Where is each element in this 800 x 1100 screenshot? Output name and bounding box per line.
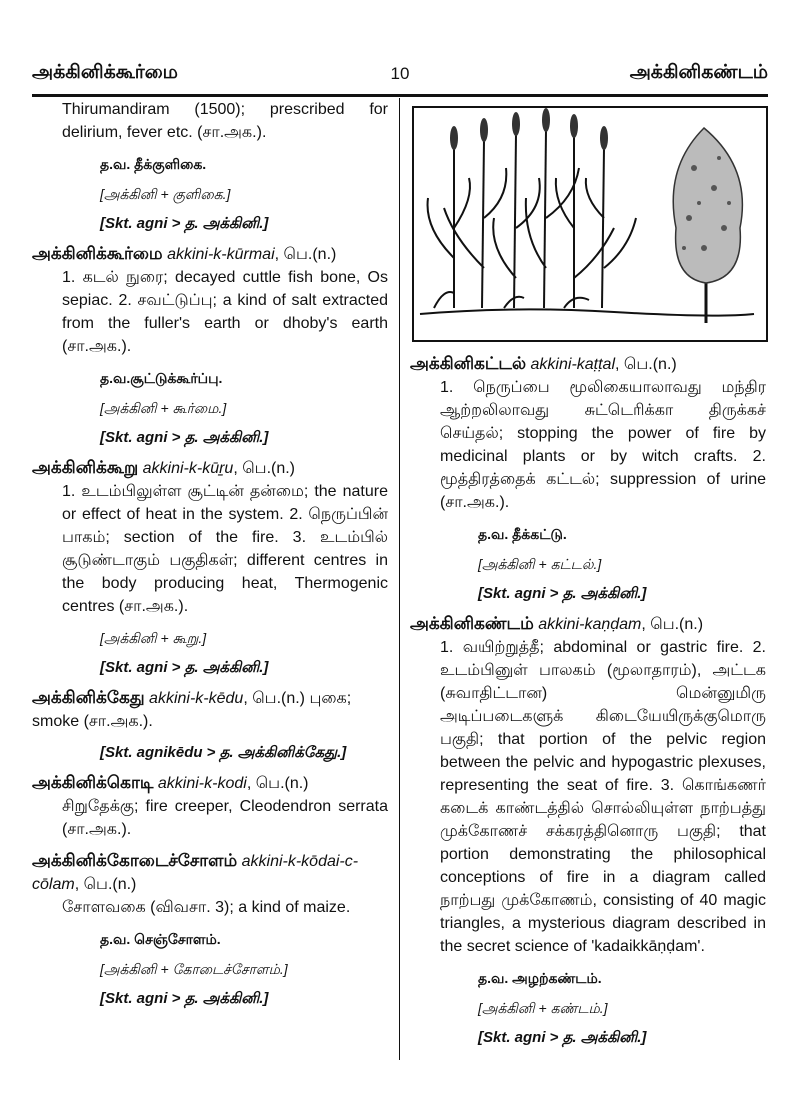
note: [அக்கினி + கோடைச்சோளம்.] [100, 961, 288, 977]
entry-transliteration: akkini-k-kodi [157, 775, 247, 792]
note: [Skt. agni > த. அக்கினி.] [100, 429, 269, 446]
right-column [410, 98, 766, 1048]
entry-headword: அக்கினிக்கோடைச்சோளம் [32, 851, 238, 870]
note: [Skt. agni > த. அக்கினி.] [478, 1029, 647, 1046]
entry-definition: சிறுதேக்கு; fire creeper, Cleodendron serrata (சா.அக.). [62, 798, 388, 838]
right-running-headword: அக்கினிகண்டம் [629, 62, 768, 83]
entry-headword: அக்கினிகட்டல் [410, 354, 527, 373]
note: [Skt. agni > த. அக்கினி.] [478, 585, 647, 602]
dictionary-entry: அக்கினிகண்டம் akkini-kaṇḍam, பெ.(n.) 1. வயிற்றுத்தீ; abdominal or gastric fire. 2. உடம்பினுள் பாலகம் (மூலாதாரம்), அட்டக (சுவாதிட்டான) மென்னுமிரு அடிப்படைகளுக் கிடையேயிருக்குமொரு பகுதி; that portion of the pelvic region between the pelvic and hypogastric plexuses, representing the seat of fire. 3. கொங்கணர் கடைக் காண்டத்தில் சொல்லியுள்ள நாற்பத்து முக்கோணச் சக்கரத்தினொரு பகுதி; that portion demonstrating the philosophical conceptions of fire in a diagram called நாற்பது முக்கோணம், consisting of 40 magic triangles, a mysterious diagram described in the secret science of 'kadaikkāṇḍam'. த.வ. அழற்கண்டம். [அக்கினி + கண்டம்.] [Skt. agni > த. அக்கினி.] [410, 614, 766, 1046]
note: [Skt. agni > த. அக்கினி.] [100, 659, 269, 676]
entry-pos: பெ.(n.) [83, 876, 137, 893]
entry-definition: புகை; smoke (சா.அக.). [32, 690, 352, 730]
note: த.வ.சூட்டுக்கூர்ப்பு. [100, 370, 223, 386]
entry-definition: 1. கடல் நுரை; decayed cuttle fish bone, Os sepiac. 2. சவட்டுப்பு; a kind of salt extracted from the fuller's earth or dhoby's earth (சா.அக.). [62, 269, 388, 355]
entry-transliteration: akkini-k-kūṟu [142, 460, 234, 477]
note: [அக்கினி + குளிகை.] [100, 186, 231, 202]
note: [அக்கினி + கூர்மை.] [100, 400, 227, 416]
entry-pos: பெ.(n.) [252, 690, 306, 707]
note: [Skt. agni > த. அக்கினி.] [100, 215, 269, 232]
entry-transliteration: akkini-k-kūrmai [167, 246, 275, 263]
page-number: 10 [390, 64, 410, 83]
illustration-svg [414, 108, 762, 336]
entry-definition: 1. நெருப்பை மூலிகையாலாவது மந்திர ஆற்றலிலாவது சுட்டெரிக்கா திருக்கச் செய்தல்; stopping the power of fire by medicinal plants or by witch crafts. 2. மூத்திரத்தைக் கட்டல்; suppression of urine (சா.அக.). [440, 379, 766, 511]
entry-pos: பெ.(n.) [255, 775, 309, 792]
note: [Skt. agni > த. அக்கினி.] [100, 990, 269, 1007]
entry-transliteration: akkini-k-kōdai-c-cōlam [32, 853, 359, 893]
note: [Skt. agnikēdu > த. அக்கினிக்கேது.] [100, 744, 347, 761]
entry-pos: பெ.(n.) [242, 460, 296, 477]
dictionary-entry: அக்கினிக்கொடி akkini-k-kodi, பெ.(n.) சிறுதேக்கு; fire creeper, Cleodendron serrata (சா.அக.). [32, 771, 388, 841]
maize-plants-illustration [412, 106, 768, 342]
dictionary-entry: அக்கினிகட்டல் akkini-kaṭṭal, பெ.(n.) 1. நெருப்பை மூலிகையாலாவது மந்திர ஆற்றலிலாவது சுட்டெரிக்கா திருக்கச் செய்தல்; stopping the power of fire by medicinal plants or by witch crafts. 2. மூத்திரத்தைக் கட்டல்; suppression of urine (சா.அக.). த.வ. தீக்கட்டு. [அக்கினி + கட்டல்.] [Skt. agni > த. அக்கினி.] [410, 354, 766, 602]
entry-pos: பெ.(n.) [623, 356, 677, 373]
header-rule-thin [32, 96, 768, 97]
dictionary-entry: அக்கினிக்கூர்மை akkini-k-kūrmai, பெ.(n.) 1. கடல் நுரை; decayed cuttle fish bone, Os sepiac. 2. சவட்டுப்பு; a kind of salt extracted from the fuller's earth or dhoby's earth (சா.அக.). த.வ.சூட்டுக்கூர்ப்பு. [அக்கினி + கூர்மை.] [Skt. agni > த. அக்கினி.] [32, 244, 388, 446]
entry-headword: அக்கினிக்கூர்மை [32, 244, 163, 263]
continuation-text: Thirumandiram (1500); prescribed for delirium, fever etc. (சா.அக.). [62, 101, 388, 141]
note: [அக்கினி + கூறு.] [100, 630, 207, 646]
entry-headword: அக்கினிக்கேது [32, 688, 145, 707]
entry-transliteration: akkini-k-kēdu [149, 690, 244, 707]
entry-transliteration: akkini-kaṇḍam [538, 616, 642, 633]
entry-pos: பெ.(n.) [283, 246, 337, 263]
entry-headword: அக்கினிக்கூறு [32, 458, 139, 477]
column-divider [399, 98, 400, 1060]
entry-pos: பெ.(n.) [650, 616, 704, 633]
note: த.வ. அழற்கண்டம். [478, 970, 602, 986]
entry-headword: அக்கினிக்கொடி [32, 773, 154, 792]
left-running-headword: அக்கினிக்கூர்மை [32, 62, 178, 83]
note: த.வ. செஞ்சோளம். [100, 931, 221, 947]
dictionary-entry: அக்கினிக்கேது akkini-k-kēdu, பெ.(n.) புகை; smoke (சா.அக.). [Skt. agnikēdu > த. அக்கினிக்கேது.] [32, 686, 388, 763]
left-column [32, 98, 388, 1009]
entry-definition: 1. வயிற்றுத்தீ; abdominal or gastric fire. 2. உடம்பினுள் பாலகம் (மூலாதாரம்), அட்டக (சுவாதிட்டான) மென்னுமிரு அடிப்படைகளுக் கிடையேயிருக்குமொரு பகுதி; that portion of the pelvic region between the pelvic and hypogastric plexuses, representing the seat of fire. 3. கொங்கணர் கடைக் காண்டத்தில் சொல்லியுள்ள நாற்பத்து முக்கோணச் சக்கரத்தினொரு பகுதி; that portion demonstrating the philosophical conceptions of fire in a diagram called நாற்பது முக்கோணம், consisting of 40 magic triangles, a mysterious diagram described in the secret science of 'kadaikkāṇḍam'. [440, 639, 766, 955]
entry-definition: 1. உடம்பிலுள்ள சூட்டின் தன்மை; the nature or effect of heat in the system. 2. நெருப்பின் பாகம்; section of the fire. 3. உடம்பில் சூடுண்டாகும் பகுதிகள்; different centres in the body producing heat, Thermogenic centres (சா.அக.). [62, 483, 388, 615]
note: [அக்கினி + கண்டம்.] [478, 1000, 608, 1016]
entry-headword: அக்கினிகண்டம் [410, 614, 534, 633]
note: [அக்கினி + கட்டல்.] [478, 556, 602, 572]
note: த.வ. தீக்குளிகை. [100, 156, 207, 172]
entry-transliteration: akkini-kaṭṭal [530, 356, 616, 373]
page-header [32, 60, 768, 94]
dictionary-entry: அக்கினிக்கோடைச்சோளம் akkini-k-kōdai-c-cōlam, பெ.(n.) சோளவகை (விவசா. 3); a kind of maize. த.வ. செஞ்சோளம். [அக்கினி + கோடைச்சோளம்.] [Skt. agni > த. அக்கினி.] [32, 849, 388, 1009]
note: த.வ. தீக்கட்டு. [478, 526, 567, 542]
dictionary-entry: அக்கினிக்கூறு akkini-k-kūṟu, பெ.(n.) 1. உடம்பிலுள்ள சூட்டின் தன்மை; the nature or effect of heat in the system. 2. நெருப்பின் பாகம்; section of the fire. 3. உடம்பில் சூடுண்டாகும் பகுதிகள்; different centres in the body producing heat, Thermogenic centres (சா.அக.). [அக்கினி + கூறு.] [Skt. agni > த. அக்கினி.] [32, 458, 388, 676]
entry-definition: சோளவகை (விவசா. 3); a kind of maize. [62, 899, 351, 916]
